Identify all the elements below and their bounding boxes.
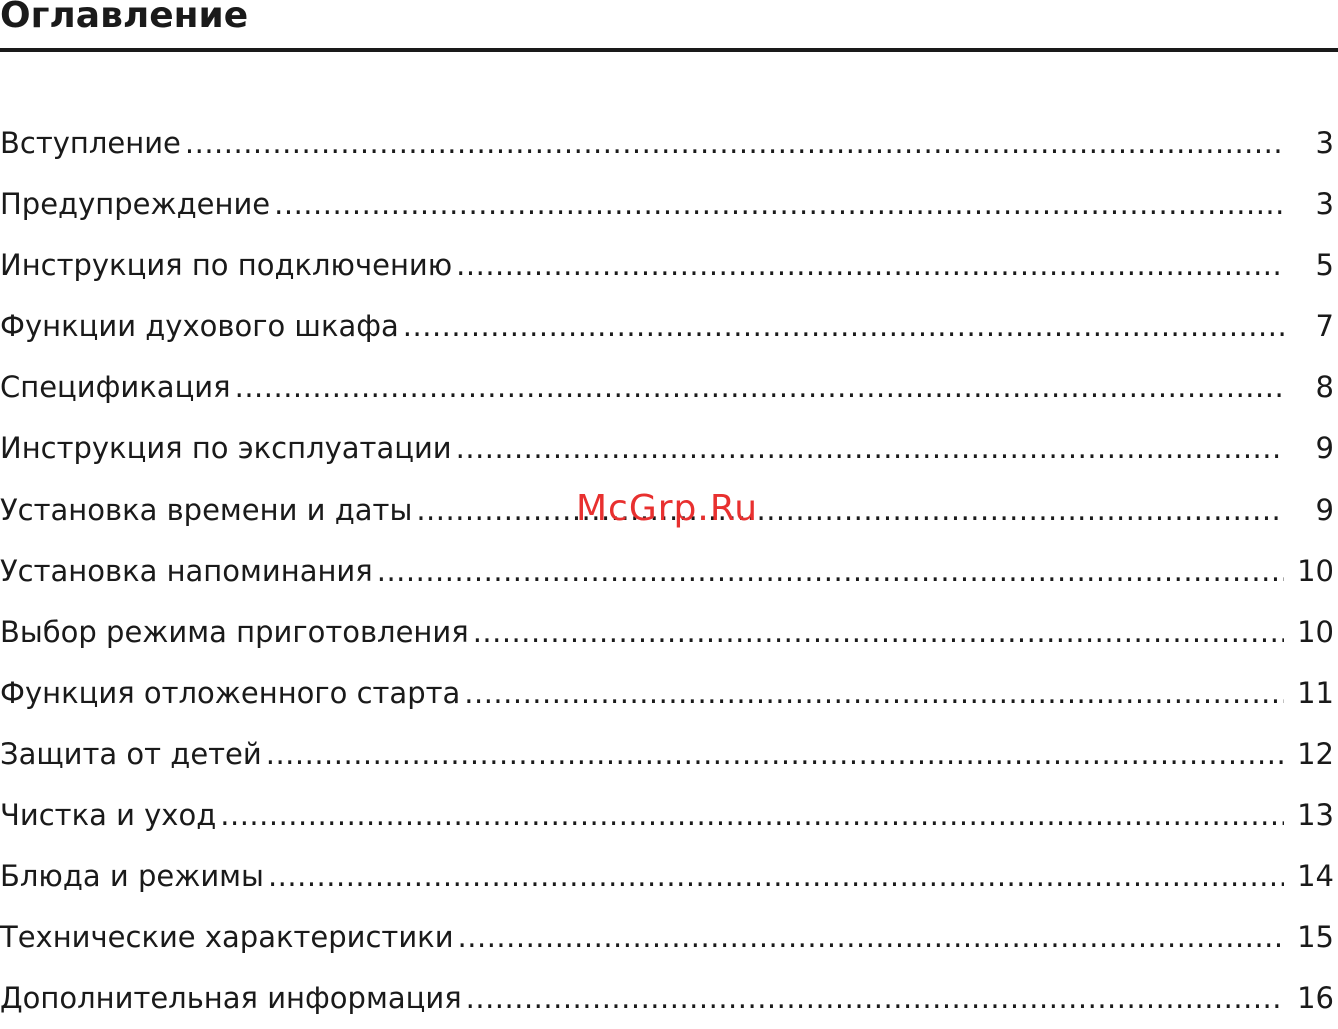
toc-entry-label: Вступление [0, 126, 181, 160]
toc-entry-label: Установка напоминания [0, 553, 373, 588]
watermark-text: McGrp.Ru [576, 488, 759, 529]
toc-entry-leader [456, 418, 1284, 479]
toc-entry-leader [473, 602, 1284, 663]
toc-entry-page: 14 [1297, 859, 1334, 894]
toc-entry-page: 12 [1297, 736, 1334, 771]
toc-entry-leader [220, 785, 1284, 846]
toc-entry-leader [274, 174, 1284, 235]
toc-entry-leader [377, 541, 1284, 602]
toc-entry[interactable] [0, 846, 1338, 907]
toc-entry[interactable] [0, 541, 1338, 602]
toc-entry-label: Выбор режима приготовления [0, 614, 469, 649]
toc-entry-leader [456, 235, 1284, 296]
toc-entry-page: 3 [1315, 187, 1334, 222]
toc-entry-label: Дополнительная информация [0, 981, 462, 1016]
toc-entry-page: 10 [1297, 614, 1334, 649]
toc-entry-label: Установка времени и даты [0, 492, 413, 527]
toc-entry-page: 3 [1315, 126, 1334, 160]
toc-entry-leader [416, 480, 1284, 541]
toc-entry-page: 9 [1315, 492, 1334, 527]
toc-entry-label: Технические характеристики [0, 920, 454, 955]
toc-list [0, 113, 1338, 1029]
toc-entry-page: 11 [1297, 675, 1334, 710]
toc-entry-label: Спецификация [0, 370, 231, 405]
toc-entry[interactable] [0, 418, 1338, 479]
toc-entry-page: 8 [1315, 370, 1334, 405]
toc-entry[interactable] [0, 113, 1338, 174]
toc-entry-leader [458, 907, 1284, 968]
toc-entry[interactable] [0, 235, 1338, 296]
toc-entry[interactable] [0, 296, 1338, 357]
toc-entry[interactable] [0, 663, 1338, 724]
toc-entry-page: 16 [1297, 981, 1334, 1016]
toc-entry[interactable] [0, 968, 1338, 1029]
toc-entry-leader [266, 724, 1284, 785]
toc-entry-label: Инструкция по подключению [0, 248, 453, 283]
toc-entry-page: 10 [1297, 553, 1334, 588]
toc-entry[interactable] [0, 602, 1338, 663]
toc-entry-label: Чистка и уход [0, 798, 217, 833]
toc-entry-leader [464, 663, 1284, 724]
toc-entry-label: Функции духового шкафа [0, 309, 399, 344]
toc-entry[interactable] [0, 785, 1338, 846]
toc-entry[interactable] [0, 907, 1338, 968]
toc-entry[interactable] [0, 174, 1338, 235]
title-divider [0, 48, 1338, 52]
toc-entry[interactable] [0, 724, 1338, 785]
toc-entry-leader [466, 968, 1284, 1029]
toc-entry-label: Защита от детей [0, 736, 262, 771]
toc-entry-leader [403, 296, 1284, 357]
toc-entry-label: Предупреждение [0, 187, 271, 222]
toc-entry-page: 15 [1297, 920, 1334, 955]
toc-entry-label: Инструкция по эксплуатации [0, 431, 452, 466]
toc-entry-label: Блюда и режимы [0, 859, 264, 894]
toc-header [0, 0, 1338, 56]
toc-entry[interactable] [0, 357, 1338, 418]
toc-entry-page: 13 [1297, 798, 1334, 833]
toc-entry-leader [268, 846, 1284, 907]
toc-entry-label: Функция отложенного старта [0, 675, 461, 710]
toc-entry-page: 7 [1315, 309, 1334, 344]
toc-entry-leader [235, 357, 1284, 418]
toc-entry-leader [185, 113, 1284, 174]
toc-entry-page: 5 [1315, 248, 1334, 283]
page-title: Оглавление [0, 0, 249, 36]
toc-entry-page: 9 [1315, 431, 1334, 466]
